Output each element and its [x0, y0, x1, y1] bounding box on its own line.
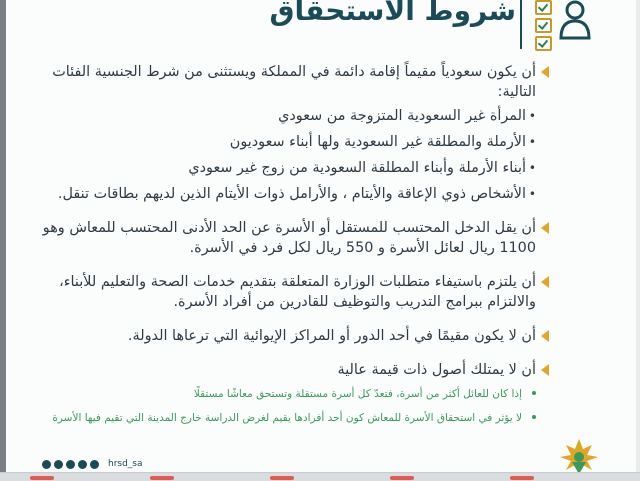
list-item: • أبناء الأرملة وأبناء المطلقة السعودية من زوج غير سعودي — [18, 158, 536, 178]
strip-dot — [270, 476, 294, 480]
strip-dot — [390, 476, 414, 480]
header — [0, 0, 640, 50]
youtube-icon[interactable] — [78, 460, 87, 469]
social-footer — [42, 459, 143, 469]
strip-dot — [510, 476, 534, 480]
note-dot-icon — [532, 415, 536, 419]
bullet-arrow-icon — [541, 330, 549, 342]
facebook-icon[interactable] — [66, 460, 75, 469]
list-item: • المرأة غير السعودية المتزوجة من سعودي — [18, 106, 536, 126]
note-text: لا يؤثر في استحقاق الأسرة للمعاش كون أحد أفرادها يقيم لغرض الدراسة خارج المدينة التي تقيم فيها الأسرة — [52, 412, 522, 424]
note-text: إذا كان للعائل أكثر من أسرة، فتعدّ كل أسرة مستقلة وتستحق معاشًا مستقلًا — [193, 388, 522, 400]
rule-text: أن يكون سعودياً مقيماً إقامة دائمة في المملكة ويستثنى من شرط الجنسية الفئات التالية: — [52, 64, 536, 100]
rule-text: أن لا يكون مقيمًا في أحد الدور أو المراكز الإيوائية التي ترعاها الدولة. — [127, 328, 536, 344]
notes — [18, 386, 536, 426]
left-edge-bar — [0, 0, 6, 481]
exception-list — [18, 106, 536, 204]
rule-item — [18, 326, 536, 346]
social-handle[interactable]: hrsd_sa — [108, 459, 143, 469]
rule-item — [18, 360, 536, 426]
rule-item — [18, 218, 536, 258]
list-item: • الأشخاص ذوي الإعاقة والأيتام ، والأرامل ذوات الأيتام الذين لديهم بطاقات تنقل. — [18, 184, 536, 204]
bottom-strip — [0, 472, 640, 481]
user-icon — [558, 0, 592, 40]
right-edge-bar — [636, 0, 640, 481]
rule-text: أن يقل الدخل المحتسب للمستقل أو الأسرة عن الحد الأدنى المحتسب للمعاش وهو 1100 ريال لعائل الأسرة و 550 ريال لكل فرد في الأسرة. — [42, 220, 536, 256]
note-item — [18, 386, 536, 402]
page-title: شروط الاستحقاق — [269, 0, 516, 27]
rules-list — [18, 62, 536, 440]
instagram-icon[interactable] — [54, 460, 63, 469]
bullet-arrow-icon — [541, 66, 549, 78]
rule-item — [18, 272, 536, 312]
twitter-icon[interactable] — [42, 460, 51, 469]
header-divider — [520, 0, 522, 49]
bullet-arrow-icon — [541, 364, 549, 376]
checklist-icon — [535, 0, 553, 46]
bullet-arrow-icon — [541, 276, 549, 288]
strip-dot — [30, 476, 54, 480]
list-item: • الأرملة والمطلقة غير السعودية ولها أبناء سعوديون — [18, 132, 536, 152]
note-dot-icon — [532, 391, 536, 395]
rule-text: أن يلتزم باستيفاء متطلبات الوزارة المتعلقة بتقديم خدمات الصحة والتعليم للأبناء، والالتزام ببرامج التدريب والتوظيف للقادرين من أفراد الأسرة. — [59, 274, 536, 310]
note-item — [18, 410, 536, 426]
bullet-arrow-icon — [541, 222, 549, 234]
rule-text: أن لا يمتلك أصول ذات قيمة عالية — [337, 362, 536, 378]
snapchat-icon[interactable] — [90, 460, 99, 469]
strip-dot — [150, 476, 174, 480]
rule-item — [18, 62, 536, 204]
